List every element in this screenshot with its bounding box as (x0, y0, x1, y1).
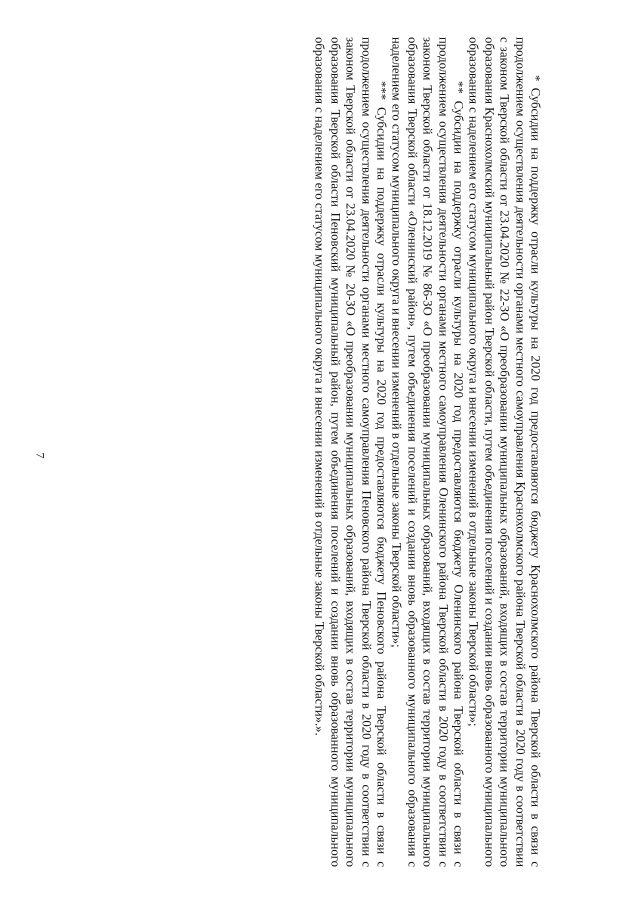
page-number: 7 (33, 452, 48, 459)
footnote-krasnokholmsky: * Субсидии на поддержку отрасли культуры на 2020 год предоставляются бюджету Краснохолмского района Тверской области в связи с продолжением осуществления деятельности органами местного самоуправления Краснохолмского района Тверской области в 2020 году в соответствии с законом Тверской области от 23.04.2020 № 22-ЗО «О преобразовании муниципальных образований, входящих в состав территории муниципального образования Краснохолмский муниципальный район Тверской области, путем объединения поселений и создании вновь образованного муниципального образования с наделением его статусом муниципального округа и внесении изменений в отдельные законы Тверской области»; (466, 37, 543, 867)
footnote-penovsky: *** Субсидии на поддержку отрасли культуры на 2020 год предоставляются бюджету Пеновского района Тверской области в связи с продолжением осуществления деятельности органами местного самоуправления Пеновского района Тверской области в 2020 году в соответствии с законом Тверской области от 23.04.2020 № 20-ЗО «О преобразовании муниципальных образований, входящих в состав территории муниципального образования Тверской области Пеновский муниципальный район, путем объединения поселений и создании вновь образованного муниципального образования с наделением его статусом муниципального округа и внесении изменений в отдельные законы Тверской области».». (312, 37, 389, 867)
footnote-oleninsky: ** Субсидии на поддержку отрасли культуры на 2020 год предоставляются бюджету Оленинского района Тверской области в связи с продолжением осуществления деятельности органами местного самоуправления Оленинского района Тверской области в 2020 году в соответствии с законом Тверской области от 18.12.2019 № 86-ЗО «О преобразовании муниципальных образований, входящих в состав территории муниципального образования Тверской области «Оленинский район», путем объединения поселений и создании вновь образованного муниципального образования с наделением его статусом муниципального округа и внесении изменений в отдельные законы Тверской области»; (389, 37, 466, 867)
rotated-text-block (98, 37, 543, 867)
